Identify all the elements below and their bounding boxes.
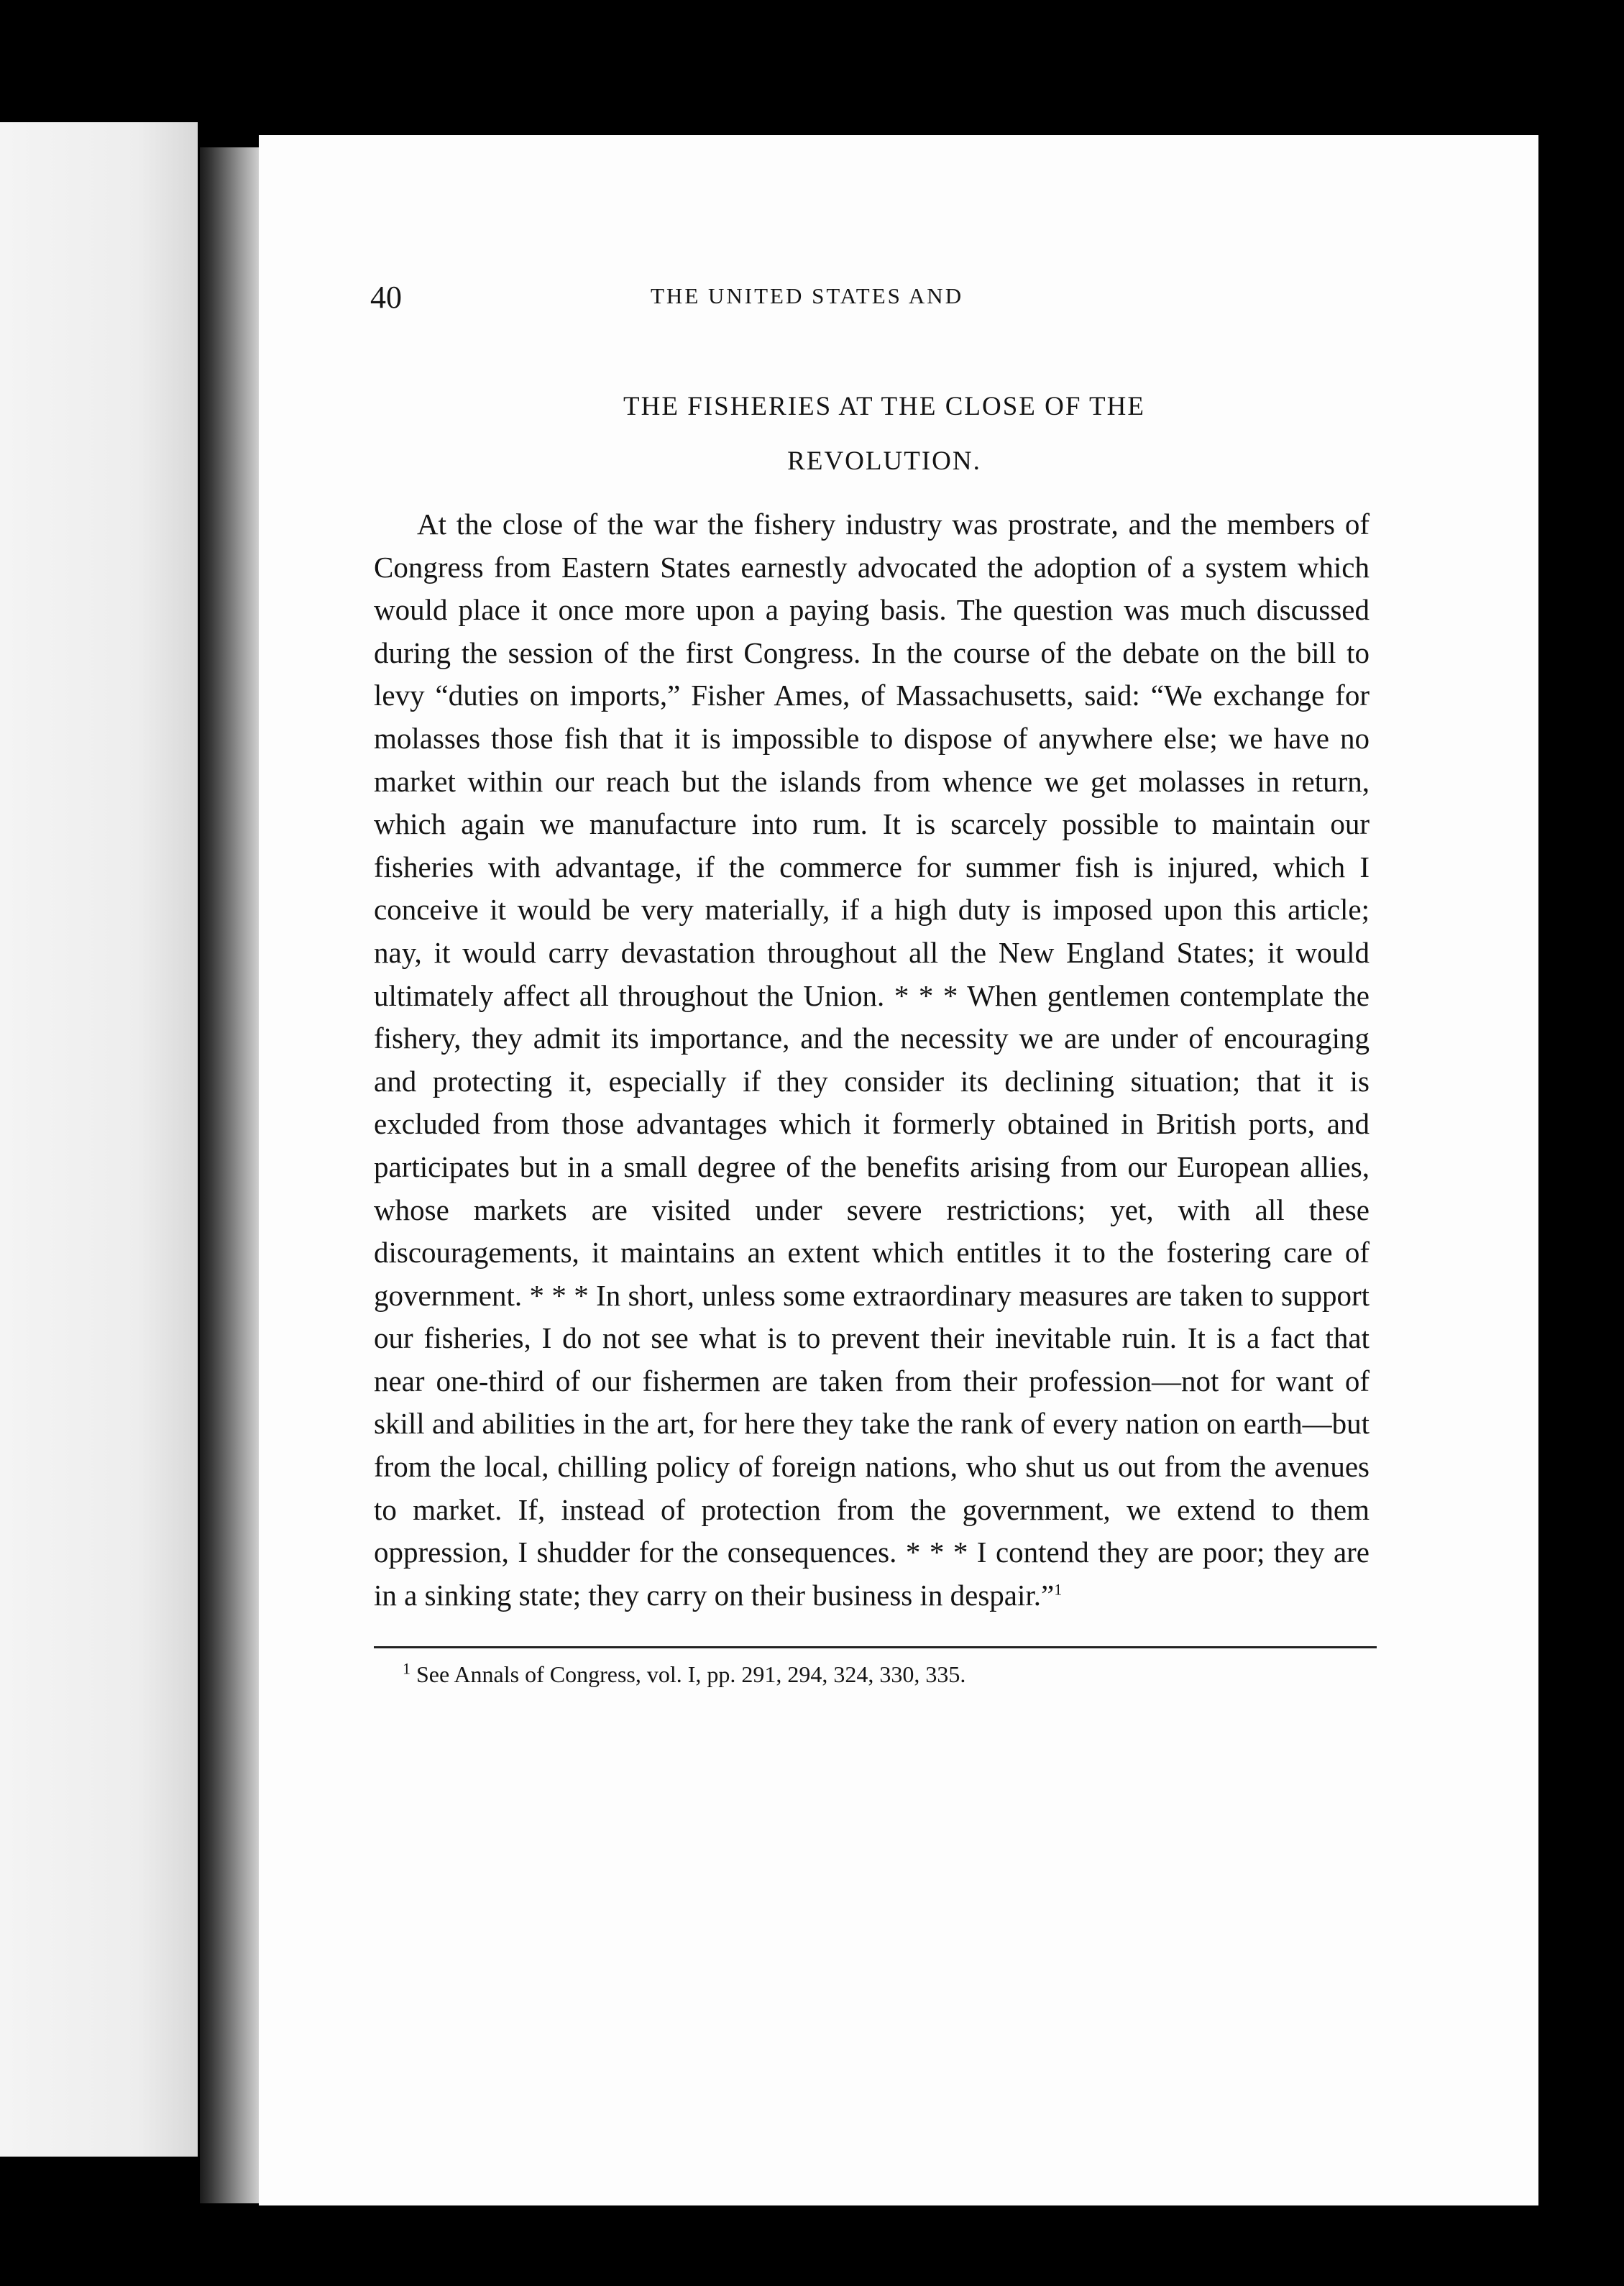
body-paragraph [374, 503, 1370, 1617]
section-title-line-1: THE FISHERIES AT THE CLOSE OF THE [623, 392, 1145, 421]
page-number: 40 [370, 280, 402, 315]
page-content [370, 279, 1370, 1690]
section-title [374, 380, 1395, 489]
book-page [259, 135, 1538, 2205]
section-title-line-2: REVOLUTION. [787, 446, 981, 476]
footnote-text: See Annals of Congress, vol. I, pp. 291, 294, 324, 330, 335. [416, 1661, 966, 1688]
footnote-rule [374, 1646, 1377, 1648]
facing-page-edge [0, 122, 198, 2157]
footnote [374, 1658, 1370, 1690]
running-head-title: THE UNITED STATES AND [651, 283, 964, 308]
body-paragraph-text: At the close of the war the fishery industry was prostrate, and the members of Congress from Eastern States earnestly advocated the adoption of a system which would place it once more upon a paying basis. The question was much discussed during the session of the first Congress. In the course of the debate on the bill to levy “duties on imports,” Fisher Ames, of Massachusetts, said: “We exchange for molasses those fish that it is impossible to dispose of anywhere else; we have no market within our reach but the islands from whence we get molasses in return, which again we manufacture into rum. It is scarcely possible to maintain our fisheries with advantage, if the commerce for summer fish is injured, which I conceive it would be very materially, if a high duty is imposed upon this article; nay, it would carry devastation throughout all the New England States; it would ultimately affect all throughout the Union. * * * When gentlemen contemplate the fishery, they admit its importance, and the necessity we are under of encouraging and protecting it, especially if they consider its declining situation; that it is excluded from those advantages which it formerly obtained in British ports, and participates but in a small degree of the benefits arising from our European allies, whose markets are visited under severe restrictions; yet, with all these discouragements, it maintains an extent which entitles it to the fostering care of government. * * * In short, unless some extraordinary measures are taken to support our fisheries, I do not see what is to prevent their inevitable ruin. It is a fact that near one-third of our fishermen are taken from their profession—not for want of skill and abilities in the art, for here they take the rank of every nation on earth—but from the local, chilling policy of foreign nations, who shut us out from the avenues to market. If, instead of protection from the government, we extend to them oppression, I shudder for the consequences. * * * I contend they are poor; they are in a sinking state; they carry on their business in despair.” [374, 508, 1370, 1612]
book-gutter-shadow [200, 147, 259, 2203]
running-head [370, 279, 1370, 322]
footnote-marker: 1 [403, 1659, 410, 1678]
footnote-reference: 1 [1054, 1580, 1063, 1599]
